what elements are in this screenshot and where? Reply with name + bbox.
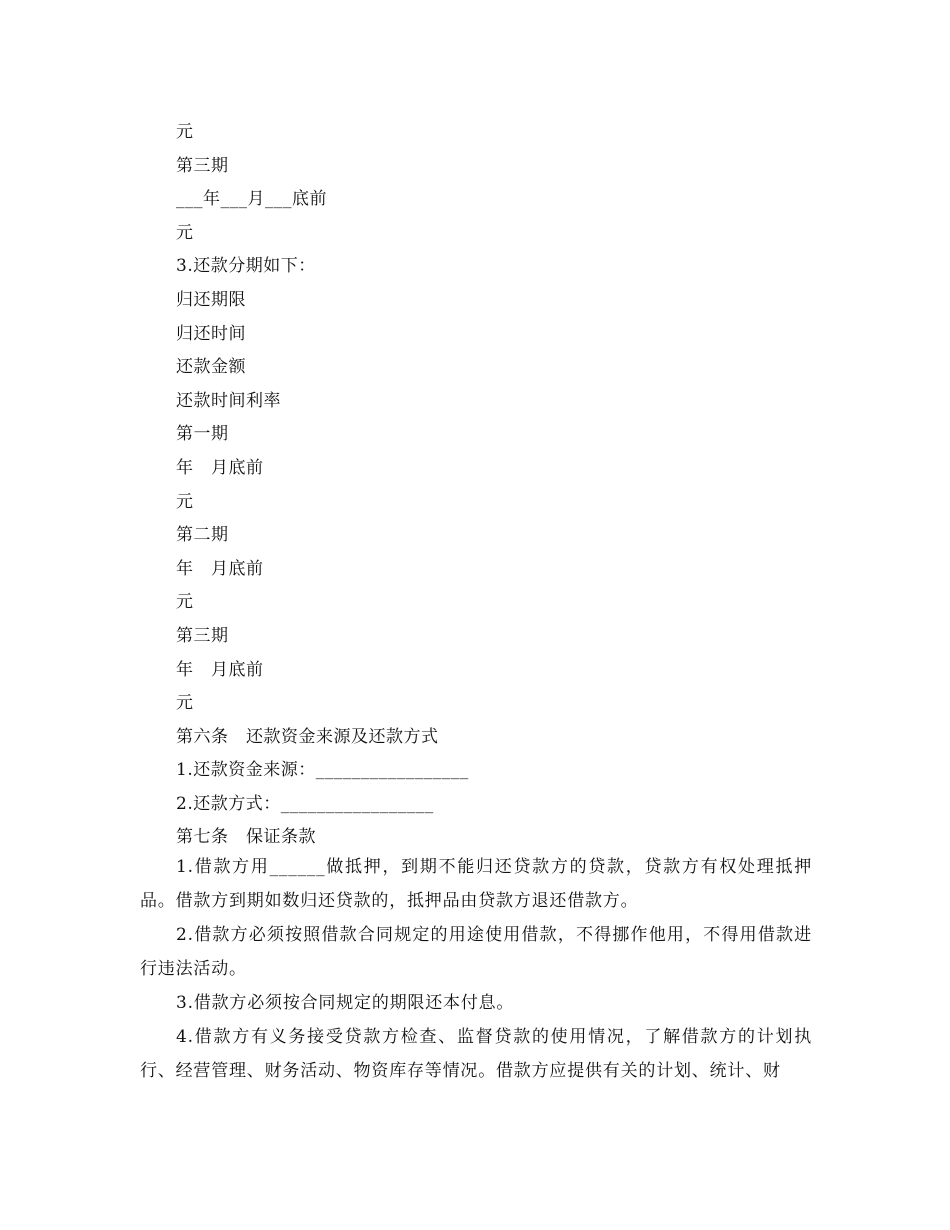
clause-paragraph: 4.借款方有义务接受贷款方检查、监督贷款的使用情况，了解借款方的计划执行、经营管理、财务活动、物资库存等情况。借款方应提供有关的计划、统计、财: [140, 1027, 812, 1081]
text-line: 第三期: [176, 625, 229, 646]
text-line: 归还时间: [176, 323, 246, 344]
text-line: ___年___月___底前: [176, 189, 327, 210]
text-line: 第三期: [176, 155, 229, 176]
text-line: 还款金额: [176, 357, 246, 378]
text-line: 元: [176, 491, 194, 512]
text-line: 元: [176, 693, 194, 714]
contract-line-list: [176, 116, 816, 855]
clause-paragraphs: [140, 850, 812, 1088]
section-heading: 第六条 还款资金来源及还款方式: [176, 726, 439, 747]
text-line: 元: [176, 592, 194, 613]
text-line: 元: [176, 122, 194, 142]
text-line: 1.还款资金来源：_________________: [176, 760, 469, 781]
text-line: 3.还款分期如下：: [176, 256, 316, 277]
text-line: 元: [176, 222, 194, 243]
text-line: 第一期: [176, 424, 229, 445]
text-line: 第二期: [176, 525, 229, 546]
text-line: 2.还款方式：_________________: [176, 793, 434, 814]
text-line: 还款时间利率: [176, 390, 281, 411]
text-line: 年 月底前: [176, 457, 264, 478]
clause-paragraph: 3.借款方必须按合同规定的期限还本付息。: [176, 993, 515, 1013]
text-line: 归还期限: [176, 289, 246, 310]
section-heading: 第七条 保证条款: [176, 827, 316, 848]
text-line: 年 月底前: [176, 558, 264, 579]
clause-paragraph: 1.借款方用______做抵押，到期不能归还贷款方的贷款，贷款方有权处理抵押品。借款方到期如数归还贷款的，抵押品由贷款方退还借款方。: [140, 857, 812, 911]
text-line: 年 月底前: [176, 659, 264, 680]
clause-paragraph: 2.借款方必须按照借款合同规定的用途使用借款，不得挪作他用，不得用借款进行违法活动。: [140, 925, 812, 979]
